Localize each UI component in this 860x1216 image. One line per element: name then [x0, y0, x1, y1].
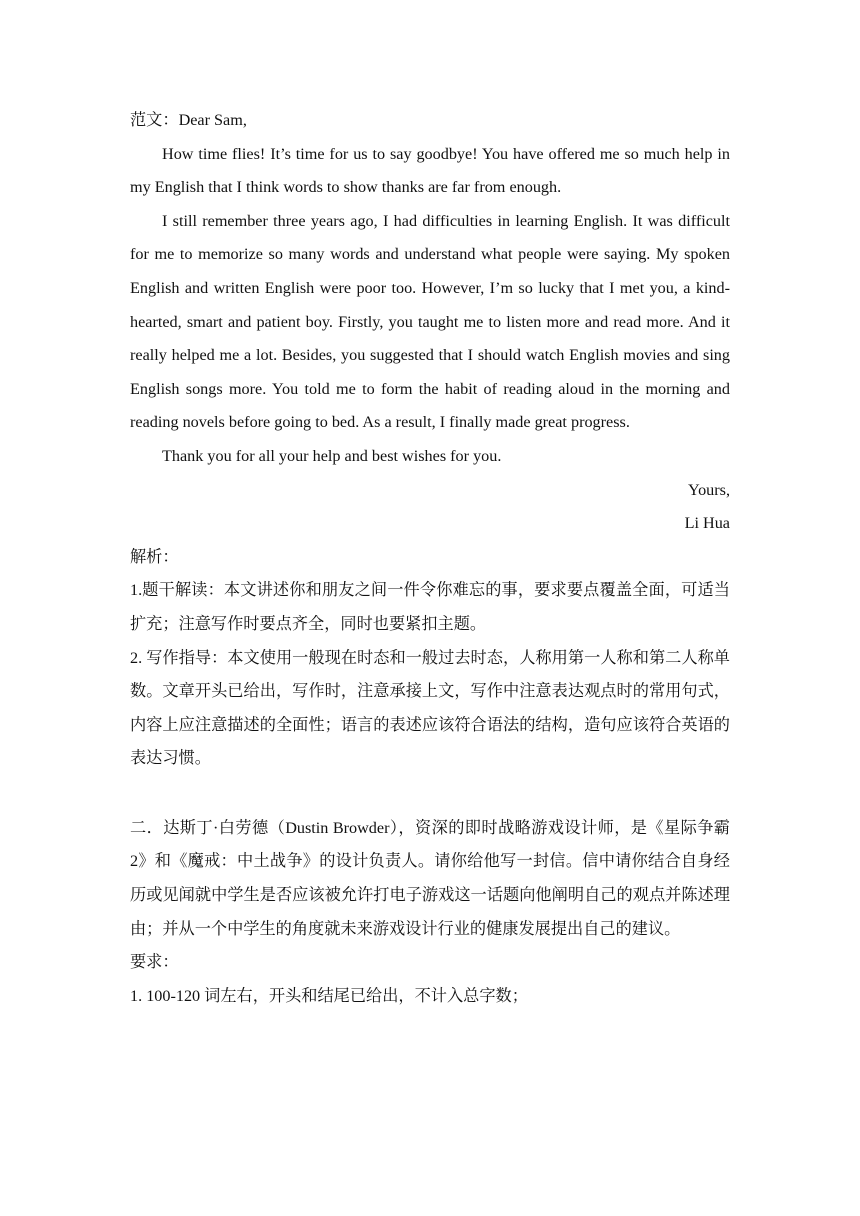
essay-paragraph-3: Thank you for all your help and best wishes for you. — [162, 446, 502, 465]
question-two-prompt: 二．达斯丁·白劳德（Dustin Browder），资深的即时战略游戏设计师，是《星际争霸 2》和《魔戒：中土战争》的设计负责人。请你给他写一封信。信中请你结合自身经历或见闻就中学生是否应该被允许打电子游戏这一话题向他阐明自己的观点并陈述理由；并从一个中学生的角度就未来游戏设计行业的健康发展提出自己的建议。 — [130, 818, 730, 938]
letter-signature: Li Hua — [684, 514, 730, 533]
letter-closing: Yours, — [688, 480, 730, 499]
analysis-point-1: 1.题干解读：本文讲述你和朋友之间一件令你难忘的事，要求要点覆盖全面，可适当扩充；注意写作时要点齐全，同时也要紧扣主题。 — [130, 581, 730, 633]
analysis-heading: 解析： — [130, 547, 179, 566]
analysis-point-2: 2. 写作指导：本文使用一般现在时态和一般过去时态，人称用第一人称和第二人称单数。文章开头已给出，写作时，注意承接上文，写作中注意表达观点时的常用句式，内容上应注意描述的全面性；语言的表述应该符合语法的结构，造句应该符合英语的表达习惯。 — [130, 648, 730, 768]
model-essay-label: 范文： — [130, 111, 179, 129]
essay-paragraph-1: How time flies! It’s time for us to say goodbye! You have offered me so much help in my English that I think words to show thanks are far from enough. — [130, 144, 730, 197]
section-spacer — [130, 776, 730, 812]
document-page — [130, 104, 730, 1013]
requirement-item-1: 1. 100-120 词左右，开头和结尾已给出，不计入总字数； — [130, 986, 528, 1005]
requirements-heading: 要求： — [130, 953, 179, 972]
model-essay-header — [130, 104, 730, 138]
letter-salutation: Dear Sam, — [178, 111, 247, 129]
essay-paragraph-2: I still remember three years ago, I had difficulties in learning English. It was difficult for me to memorize so many words and understand what people were saying. My spoken English and written English were poor too. However, I’m so lucky that I met you, a kind-hearted, smart and patient boy. Firstly, you taught me to listen more and read more. And it really helped me a lot. Besides, you suggested that I should watch English movies and sing English songs more. You told me to form the habit of reading aloud in the morning and reading novels before going to bed. As a result, I finally made great progress. — [130, 211, 730, 432]
